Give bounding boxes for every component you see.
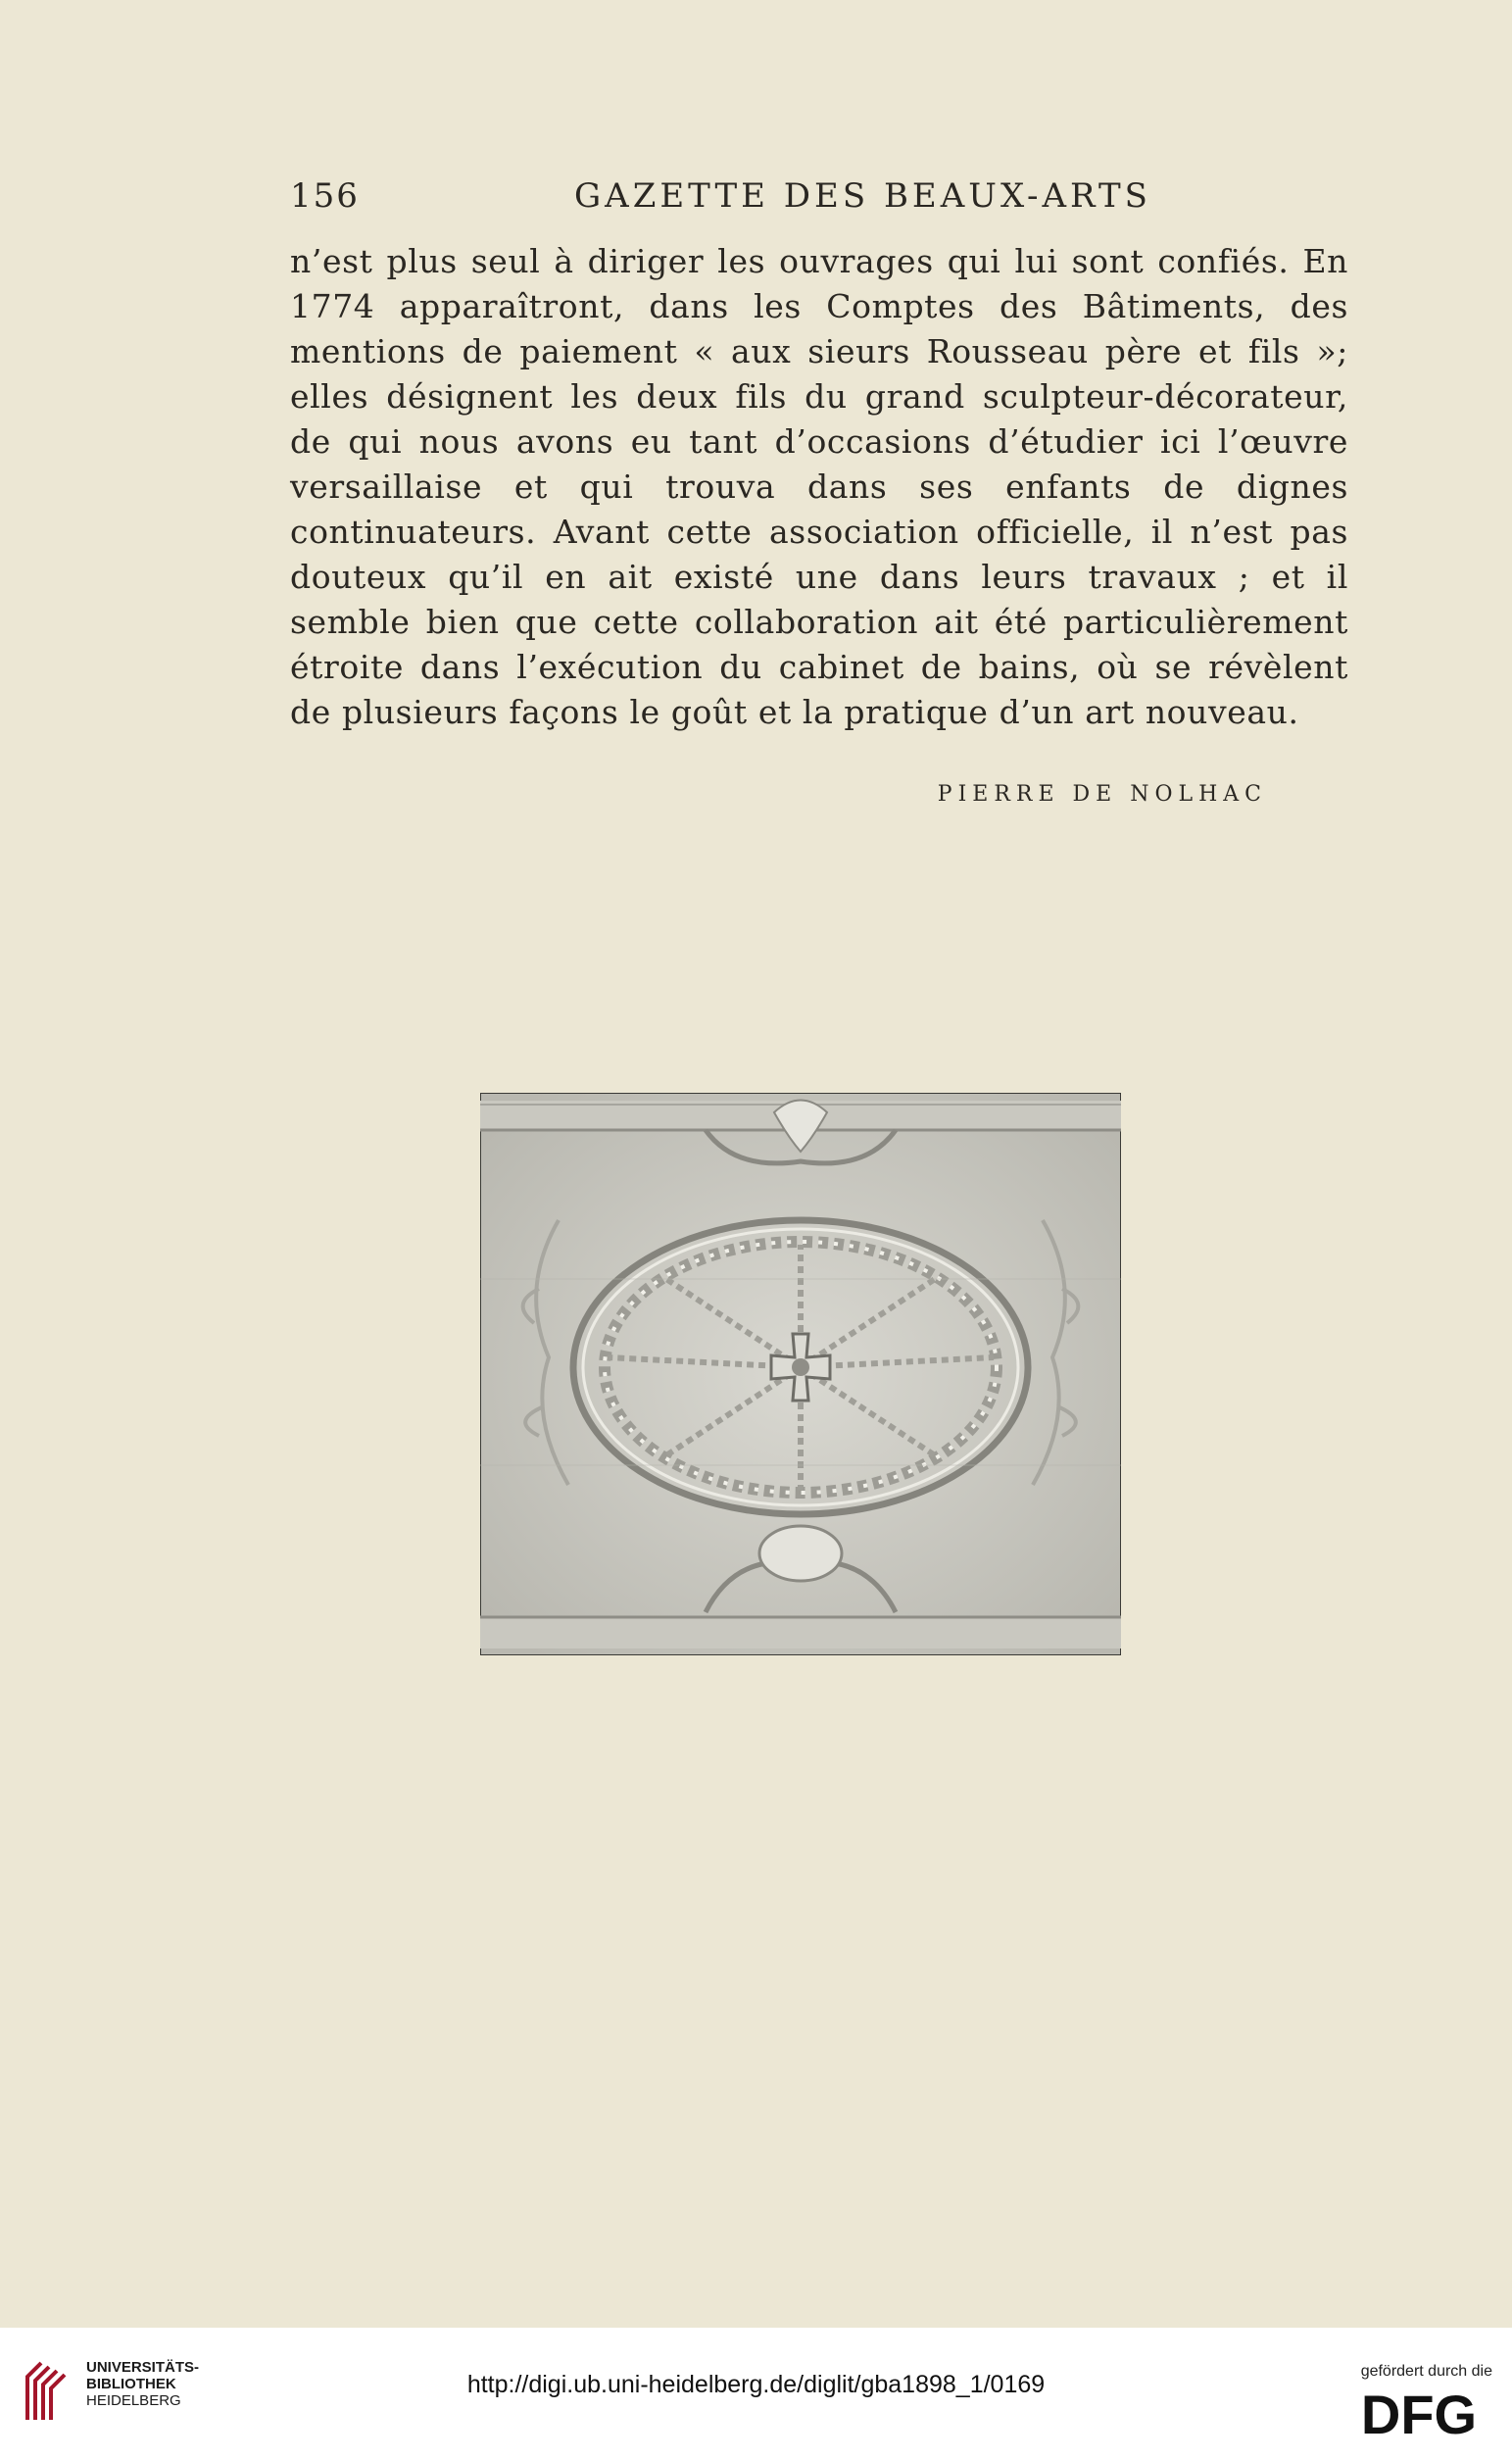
permalink[interactable]: http://digi.ub.uni-heidelberg.de/diglit/gba1898_1/0169 [466, 2371, 1046, 2398]
library-name-line3: HEIDELBERG [86, 2392, 181, 2409]
author-signature: PIERRE DE NOLHAC [937, 782, 1267, 807]
page-number: 156 [290, 176, 360, 216]
running-head [290, 176, 1348, 225]
digitization-footer [0, 2328, 1512, 2460]
dfg-logo-text: DFG [1360, 2386, 1478, 2439]
ornamental-panel-illustration [480, 1093, 1121, 1655]
body-paragraph: n’est plus seul à diriger les ouvrages qui lui sont confiés. En 1774 apparaîtront, dans les Comptes des Bâtiments, des mentions de paiement « aux sieurs Rousseau père et fils »; elles désignent les deux fils du grand sculpteur-décorateur, de qui nous avons eu tant d’occasions d’étudier ici l’œuvre versaillaise et qui trouva dans ses enfants de dignes continuateurs. Avant cette association officielle, il n’est pas douteux qu’il en ait existé une dans leurs travaux ; et il semble bien que cette collaboration ait été particulièrement étroite dans l’exécution du cabinet de bains, où se révèlent de plusieurs façons le goût et la pratique d’un art nouveau. [290, 242, 1348, 731]
body-text [290, 239, 1348, 735]
funded-by-label: gefördert durch die [1360, 2363, 1492, 2380]
journal-title: GAZETTE DES BEAUX-ARTS [574, 176, 1151, 216]
panel-drawing [480, 1093, 1121, 1655]
library-name-line1: UNIVERSITÄTS- [86, 2359, 200, 2376]
library-name-line2: BIBLIOTHEK [86, 2376, 176, 2392]
dfg-logo-icon [1345, 2386, 1492, 2439]
